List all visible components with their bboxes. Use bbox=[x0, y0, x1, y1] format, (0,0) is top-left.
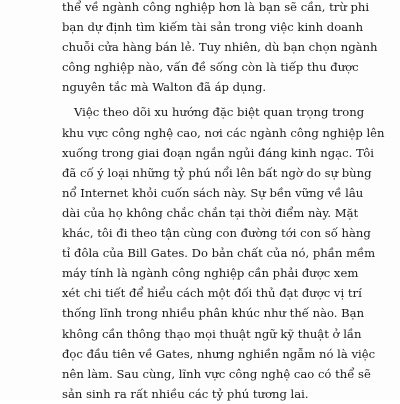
text-line: thể về ngành công nghiệp hơn là bạn sẽ cần, trừ phi bbox=[62, 0, 370, 14]
text-line: đọc đầu tiên về Gates, nhưng nghiền ngẫm nó là việc bbox=[62, 346, 376, 361]
text-line: chuỗi cửa hàng bán lẻ. Tuy nhiên, dù bạn chọn ngành bbox=[62, 40, 378, 55]
text-line: đã cố ý loại những tỷ phú nổi lên bất ngờ do sự bùng bbox=[62, 165, 372, 180]
paragraph-2 bbox=[62, 102, 385, 403]
text-line: tỉ đôla của Bill Gates. Do bản chất của nó, phần mềm bbox=[62, 246, 376, 261]
text-line: dài của họ không chắc chắn tại thời điểm này. Mặt bbox=[62, 205, 359, 220]
text-line: bạn dự định tìm kiếm tài sản trong việc kinh doanh bbox=[62, 20, 364, 35]
body-text bbox=[62, 0, 385, 404]
text-line: Việc theo dõi xu hướng đặc biệt quan trọng trong bbox=[74, 105, 365, 120]
text-line: khu vực công nghệ cao, nơi các ngành công nghiệp lên bbox=[62, 125, 385, 140]
text-line: thống lĩnh trong nhiều phân khúc như thế nào. Bạn bbox=[62, 306, 365, 321]
text-line: xét chi tiết để hiểu cách một đối thủ đạt được vị trí bbox=[62, 286, 362, 301]
text-line: nguyên tắc mà Walton đã áp dụng. bbox=[62, 80, 267, 95]
text-line: công nghiệp nào, vấn đề sống còn là tiếp thu được bbox=[62, 60, 359, 75]
text-line: máy tính là ngành công nghiệp cần phải được xem bbox=[62, 266, 359, 281]
text-line: không cần thông thạo mọi thuật ngữ kỹ thuật ở lần bbox=[62, 326, 362, 341]
paragraph-1 bbox=[62, 0, 378, 97]
text-line: nên làm. Sau cùng, lĩnh vực công nghệ cao có thể sẽ bbox=[62, 366, 371, 381]
text-line: khác, tôi đi theo tận cùng con đường tới con số hàng bbox=[62, 226, 371, 241]
text-line: nổ Internet khỏi cuốn sách này. Sự bền vững về lâu bbox=[62, 185, 364, 200]
text-line: xuống trong giai đoạn ngắn ngủi đáng kinh ngạc. Tôi bbox=[62, 145, 374, 160]
text-line: sản sinh ra rất nhiều các tỷ phú tương lai. bbox=[62, 386, 309, 401]
